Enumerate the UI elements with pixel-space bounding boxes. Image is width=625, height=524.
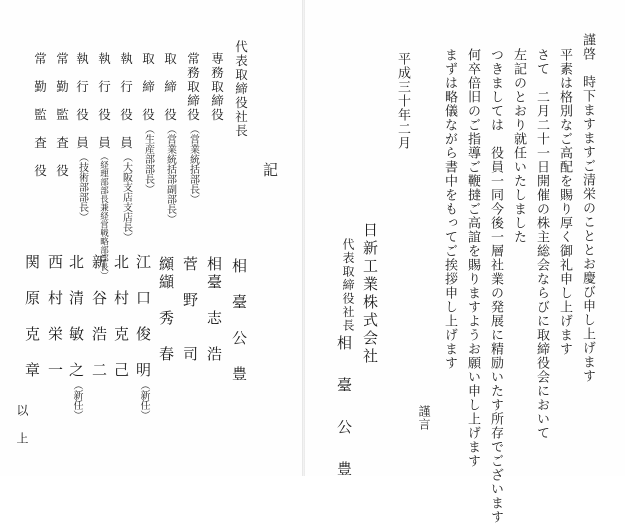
officer-dept-3: （営業統括部長） [187, 124, 199, 204]
center-fold [302, 0, 305, 476]
officer-title-5: 取 締 役 [140, 52, 156, 122]
letter-line-2: 平素は格別なご高配を賜り厚く御礼申し上げます [557, 48, 572, 356]
officer-name-6: 北 村 克 己 [112, 254, 130, 380]
company-name: 日新工業株式会社 [361, 222, 379, 366]
letter-date: 平成三十年二月 [395, 52, 410, 150]
ki-heading: 記 [261, 162, 279, 178]
new-appointee-badge: （新任） [71, 380, 82, 420]
letter-line-4: 左記のとおり就任いたしました [511, 48, 526, 244]
letter-line-1: 謹啓 時下ますますご清栄のこととお慶び申し上げます [580, 33, 595, 383]
officer-dept-6: （大阪支店支店長） [120, 152, 132, 242]
officer-title-4: 取 締 役 [162, 52, 178, 122]
officer-name-entry-5 [135, 254, 150, 420]
letter-line-5: つきましては 役員一同今後一層社業の発展に精励いたす所存でございます [488, 48, 503, 524]
officer-name-5: 江 口 俊 明 [134, 254, 152, 380]
officer-entry-3 [186, 52, 200, 204]
officer-entry-7 [97, 52, 111, 280]
officer-title-7: 執 行 役 員 [96, 52, 112, 150]
officer-name-8: 北 清 敏 之 [67, 254, 85, 380]
officer-name-4: 纐纈 秀 春 [157, 256, 175, 364]
sender-title: 代表取締役社長 [341, 238, 355, 333]
officer-title-1: 代表取締役社長 [233, 40, 249, 138]
officer-dept-7: （経理部部長兼経営戦略部部長） [98, 152, 109, 280]
officer-title-10: 常 勤 監 査 役 [32, 52, 48, 178]
officer-title-8: 執 行 役 員 [74, 52, 90, 150]
officer-dept-8: （技術部部長） [76, 152, 88, 222]
ijo-end-mark: 以 上 [15, 404, 29, 446]
letter-line-7: まずは略儀ながら書中をもってご挨拶申し上げます [442, 48, 457, 370]
officer-entry-4 [163, 52, 177, 224]
letter-line-6: 何卒倍旧のご指導ご鞭撻ご高誼を賜りますようお願い申し上げます [465, 48, 480, 468]
new-appointee-badge: （新任） [138, 380, 149, 420]
officer-entry-5 [141, 52, 155, 194]
officer-title-2: 専務取締役 [209, 52, 225, 122]
officer-name-9: 西 村 栄 一 [46, 254, 64, 380]
officer-title-9: 常 勤 監 査 役 [54, 52, 70, 178]
officer-entry-8 [75, 52, 89, 222]
officer-dept-4: （営業統括部副部長） [164, 124, 176, 224]
letter-line-3: さて 二月二十一日開催の株主総会ならびに取締役会において [534, 48, 549, 440]
officer-name-10: 関 原 克 章 [23, 254, 41, 380]
sender-name: 相 臺 公 豊 [335, 335, 353, 482]
officer-entry-6 [119, 52, 133, 242]
officer-dept-5: （生産部部長） [142, 124, 154, 194]
officer-name-1: 相 臺 公 豊 [230, 258, 248, 384]
officer-title-3: 常務取締役 [185, 52, 201, 122]
officer-name-3: 菅 野 司 [181, 256, 199, 364]
officer-name-entry-8 [68, 254, 83, 420]
closing-word: 謹言 [417, 405, 431, 431]
officer-name-7: 新 谷 浩 二 [90, 254, 108, 380]
officer-name-2: 相臺 志 浩 [205, 256, 223, 364]
officer-title-6: 執 行 役 員 [118, 52, 134, 150]
